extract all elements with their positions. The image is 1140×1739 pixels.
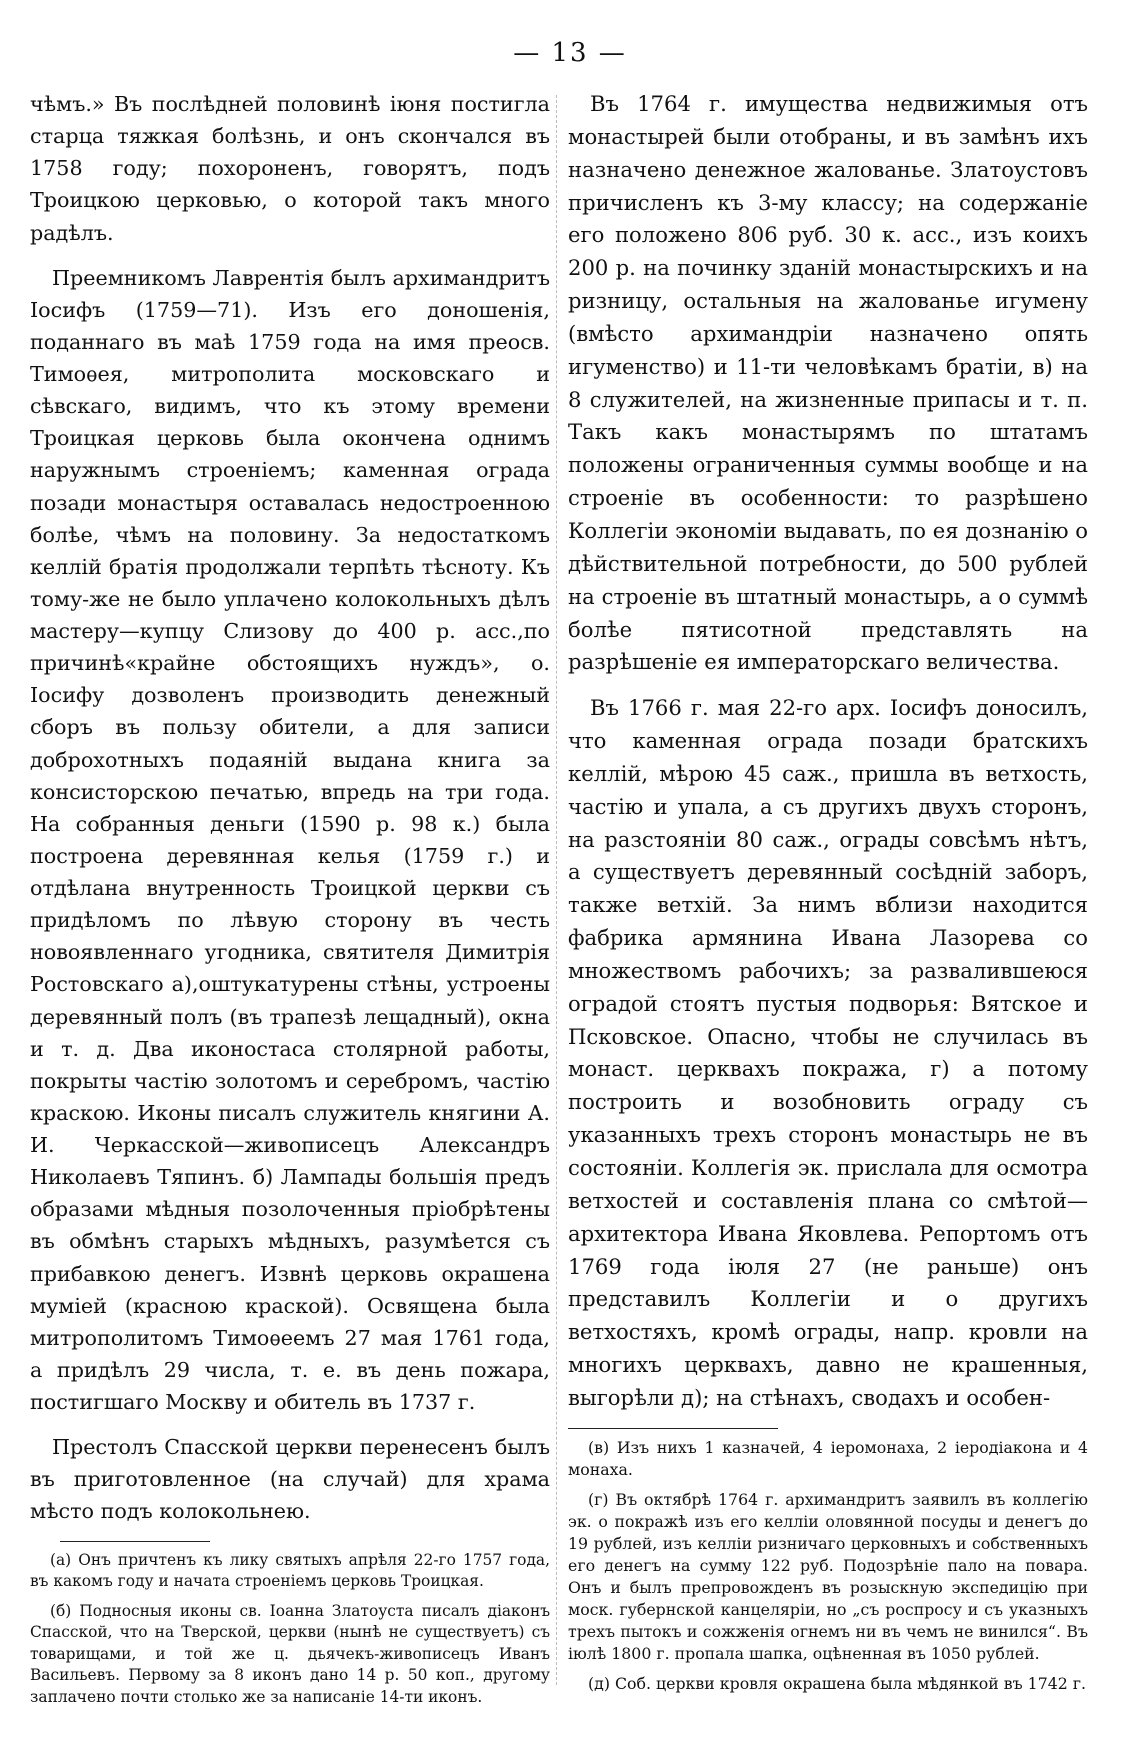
footnote: (д) Соб. церкви кровля окрашена была мѣдянкой въ 1742 г. [588,1674,1087,1694]
left-column [30,88,550,1716]
body-paragraph: Преемникомъ Лаврентія былъ архимандритъ Іосифъ (1759—71). Изъ его доношенія, поданнаго въ маѣ 1759 года на имя преосв. Тимоѳея, митрополита московскаго и сѣвскаго, видимъ, что къ этому времени Троицкая церковь была окончена однимъ наружнымъ строеніемъ; каменная ограда позади монастыря оставалась недостроенною болѣе, чѣмъ на половину. За недостаткомъ келлій братія продолжали терпѣть тѣсноту. Къ тому-же не было уплачено колокольныхъ дѣлъ мастеру—купцу Слизову до 400 р. асс.,по причинѣ«крайне обстоящихъ нуждъ», о. Іосифу дозволенъ производить денежный сборъ въ пользу обители, а для записи доброхотныхъ подаяній выдана книга за консисторскою печатью, впредь на три года. На собранныя деньги (1590 р. 98 к.) была построена деревянная келья (1759 г.) и отдѣлана внутренность Троицкой церкви съ придѣломъ по лѣвую сторону въ честь новоявленнаго угодника, святителя Димитрія Ростовскаго а),оштукатурены стѣны, устроены деревянный полъ (въ трапезѣ лещадный), окна и т. д. Два иконостаса столярной работы, покрыты частію золотомъ и серебромъ, частію краскою. Иконы писалъ служитель княгини А. И. Черкасской—живописецъ Александръ Николаевъ Тяпинъ. б) Лампады большія предъ образами мѣдныя позолоченныя пріобрѣтены въ обмѣнъ старыхъ мѣдныхъ, разумѣется съ прибавкою денегъ. Извнѣ церковь окрашена муміей (красною краской). Освящена была митрополитомъ Тимоѳеемъ 27 мая 1761 года, а придѣлъ 29 числа, т. е. въ день пожара, постигшаго Москву и обитель въ 1737 г. [30,265,550,1414]
body-paragraph: Престолъ Спасской церкви перенесенъ былъ въ приготовленное (на случай) для храма мѣсто подъ колокольнею. [30,1435,550,1524]
footnote: (б) Подносныя иконы св. Іоанна Златоуста писалъ діаконъ Спасской, что на Тверской, церкви (нынѣ не существуетъ) съ товарищами, и той же ц. дьячекъ-живописецъ Иванъ Васильевъ. Первому за 8 иконъ дано 14 р. 50 коп., другому заплачено почти столько же за написаніе 14-ти иконъ. [30,1601,550,1706]
right-column [568,88,1088,1703]
page-number: — 13 — [513,38,627,68]
footnote-divider [568,1428,778,1429]
footnote: (в) Изъ нихъ 1 казначей, 4 іеромонаха, 2 іеродіакона и 4 монаха. [568,1437,1088,1479]
body-paragraph: Въ 1764 г. имущества недвижимыя отъ монастырей были отобраны, и въ замѣнъ ихъ назначено денежное жалованье. Златоустовъ причисленъ къ 3-му классу; на содержаніе его положено 806 руб. 30 к. асс., изъ коихъ 200 р. на починку зданій монастырскихъ и на ризницу, остальныя на жалованье игумену (вмѣсто архимандріи назначено опять игуменство) и 11-ти человѣкамъ братіи, в) на 8 служителей, на жизненные припасы и т. п. Такъ какъ монастырямъ по штатамъ положены ограниченныя суммы вообще и на строеніе въ особенности: то разрѣшено Коллегіи экономіи выдавать, по ея дознанію о дѣйствительной потребности, до 500 рублей на строеніе въ штатный монастырь, а о суммѣ болѣе пятисотной представлять на разрѣшеніе ея императорскаго величества. [568,91,1088,675]
body-paragraph: чѣмъ.» Въ послѣдней половинѣ іюня постигла старца тяжкая болѣзнь, и онъ скончался въ 1758 году; похороненъ, говорятъ, подъ Троицкою церковью, о которой такъ много радѣлъ. [30,92,550,245]
footnote: (а) Онъ причтенъ къ лику святыхъ апрѣля 22-го 1757 года, въ какомъ году и начата строеніемъ церковь Троицкая. [30,1550,550,1591]
column-divider [556,95,557,1685]
footnote: (г) Въ октябрѣ 1764 г. архимандритъ заявилъ въ коллегію эк. о покражѣ изъ его келліи оловянной посуды и денегъ до 19 рублей, изъ келліи ризничаго церковныхъ и собственныхъ его денегъ на сумму 122 руб. Подозрѣніе пало на повара. Онъ и былъ препровожденъ въ розыскную экспедицію при моск. губернской канцеляріи, но „съ роспросу и съ указныхъ трехъ пытокъ и сожженія огнемъ ни въ чемъ не винился“. Въ іюлѣ 1800 г. пропала шапка, оцѣненная въ 1050 рублей. [568,1489,1088,1664]
footnote-divider [60,1541,210,1542]
body-paragraph: Въ 1766 г. мая 22-го арх. Іосифъ доносилъ, что каменная ограда позади братскихъ келлій, мѣрою 45 саж., пришла въ ветхость, частію и упала, а съ другихъ двухъ сторонъ, на разстояніи 80 саж., ограды совсѣмъ нѣтъ, а существуетъ деревянный сосѣдній заборъ, также ветхій. За нимъ вблизи находится фабрика армянина Ивана Лазорева со множествомъ рабочихъ; за развалившеюся оградой стоятъ пустыя подворья: Вятское и Псковское. Опасно, чтобы не случилась въ монаст. церквахъ покража, г) а потому построить и возобновить ограду съ указанныхъ трехъ сторонъ монастырь не въ состояніи. Коллегія эк. прислала для осмотра ветхостей и составленія плана со смѣтой—архитектора Ивана Яковлева. Репортомъ отъ 1769 года іюля 27 (не раньше) онъ представилъ Коллегіи и о другихъ ветхостяхъ, кромѣ ограды, напр. кровли на многихъ церквахъ, давно не крашенныя, выгорѣли д); на стѣнахъ, сводахъ и особен- [568,695,1088,1410]
